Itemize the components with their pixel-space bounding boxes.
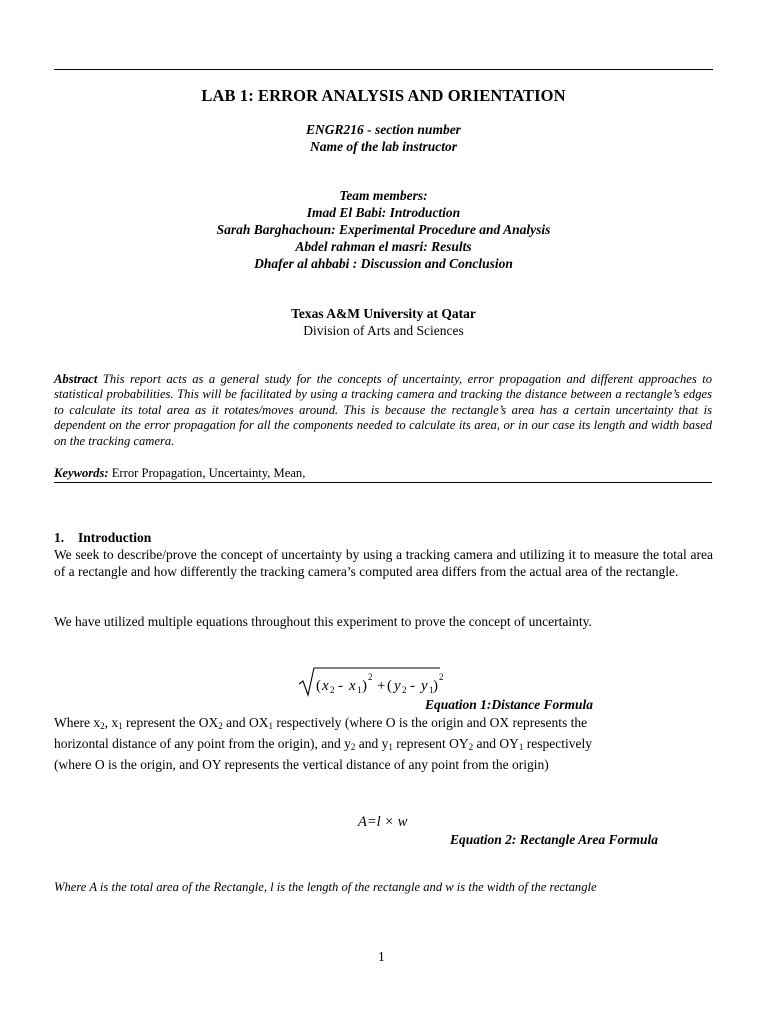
svg-text:2: 2	[330, 685, 335, 695]
text: Where x	[54, 715, 101, 730]
svg-text:2: 2	[439, 672, 444, 682]
page-number: 1	[378, 949, 385, 964]
explanation-line-1	[54, 714, 713, 735]
text: respectively	[523, 736, 593, 752]
svg-text:-: -	[338, 678, 343, 694]
svg-text:+: +	[377, 678, 386, 694]
svg-text:): )	[433, 678, 438, 694]
keywords-text: Error Propagation, Uncertainty, Mean,	[111, 466, 306, 480]
svg-text:y: y	[394, 678, 401, 694]
svg-text:1: 1	[357, 685, 362, 695]
abstract-text: This report acts as a general study for the concepts of uncertainty, error propagation and different approaches to statistical probabilities. This will be facilitated by using a tracking camera and tracking the distance between a rectangle’s edges to calculate its total area as it rotates/moves around. This is because the rectangle’s area has a certain uncertainty that is dependent on the error propagation for all the components needed to calculate its area, or in our case its length and width based on the tracking camera.	[54, 372, 713, 448]
abstract	[54, 372, 712, 449]
equation-1-caption: Equation 1:Distance Formula	[425, 697, 594, 712]
text: represent OY	[392, 736, 469, 752]
text: and y	[355, 736, 389, 752]
equation-2-explanation: Where A is the total area of the Rectangle, l is the length of the rectangle and w is the width of the rectangle	[54, 880, 597, 894]
svg-text:(: (	[387, 678, 392, 694]
subscript: 1	[518, 742, 524, 753]
svg-text:2: 2	[368, 672, 373, 682]
text: , x	[104, 715, 119, 730]
team-member: Sarah Barghachoun: Experimental Procedure and Analysis	[216, 222, 551, 237]
course-info	[54, 121, 713, 155]
svg-text:(: (	[316, 678, 321, 694]
subscript: 2	[218, 721, 223, 731]
svg-text:): )	[362, 678, 367, 694]
section-number: 1.	[54, 530, 65, 545]
svg-text:x: x	[349, 678, 356, 694]
svg-text:y: y	[421, 678, 428, 694]
page-title: LAB 1: ERROR ANALYSIS AND ORIENTATION	[201, 86, 566, 105]
course-code: ENGR216 - section number	[306, 122, 461, 137]
subscript: 2	[350, 742, 356, 753]
keywords	[54, 465, 712, 483]
subscript: 2	[100, 721, 105, 731]
lab-instructor: Name of the lab instructor	[309, 139, 457, 154]
top-rule	[54, 69, 713, 70]
text: represent the OX	[122, 715, 219, 730]
team-member: Abdel rahman el masri: Results	[295, 239, 472, 254]
team-heading: Team members:	[339, 188, 428, 203]
section-title: Introduction	[78, 530, 152, 545]
equation-2-caption: Equation 2: Rectangle Area Formula	[450, 832, 659, 847]
team-member: Dhafer al ahbabi : Discussion and Conclusion	[254, 256, 513, 271]
team-members	[54, 187, 713, 272]
explanation-line-2	[54, 735, 713, 756]
text: respectively (where O is the origin and OX represents the	[272, 715, 588, 730]
text: and OY	[473, 736, 519, 752]
explanation-line-3: (where O is the origin, and OY represents the vertical distance of any point from the origin)	[54, 757, 549, 773]
subscript: 1	[118, 721, 123, 731]
team-member: Imad El Babi: Introduction	[306, 205, 461, 220]
equation-1-explanation	[54, 714, 713, 774]
division-name: Division of Arts and Sciences	[303, 323, 464, 338]
abstract-label: Abstract	[54, 372, 98, 386]
svg-text:2: 2	[402, 685, 407, 695]
subscript: 1	[388, 742, 393, 753]
distance-formula	[296, 664, 444, 698]
subscript: 2	[468, 742, 474, 753]
keywords-label: Keywords:	[54, 466, 109, 480]
svg-text:x: x	[322, 678, 329, 694]
intro-paragraph-2: We have utilized multiple equations throughout this experiment to prove the concept of uncertainty.	[54, 614, 592, 629]
section-heading-introduction	[54, 530, 151, 546]
text: horizontal distance of any point from the origin), and y	[54, 736, 351, 752]
svg-text:-: -	[410, 678, 415, 694]
svg-text:1: 1	[429, 685, 434, 695]
university-name: Texas A&M University at Qatar	[291, 306, 476, 321]
intro-paragraph-1: We seek to describe/prove the concept of uncertainty by using a tracking camera and utilizing it to measure the total area of a rectangle and how differently the tracking camera’s computed area differs from the actual area of the rectangle.	[54, 547, 713, 579]
subscript: 1	[268, 721, 273, 731]
rectangle-area-formula: A=l × w	[358, 814, 408, 830]
text: and OX	[222, 715, 269, 730]
